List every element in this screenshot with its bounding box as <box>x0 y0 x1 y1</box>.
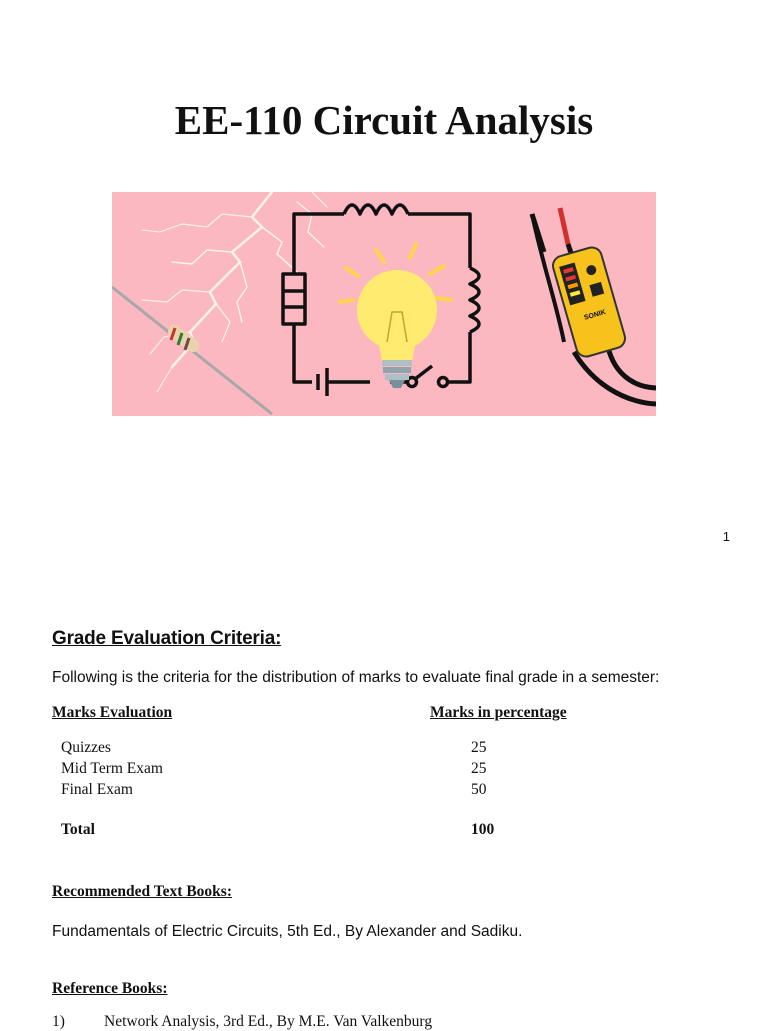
circuit-banner-image <box>112 192 656 416</box>
tester-brand-label: SONIK <box>583 308 607 322</box>
total-value: 100 <box>471 821 495 838</box>
marks-row-label: Quizzes <box>61 739 111 756</box>
page-number: 1 <box>722 529 730 544</box>
grade-criteria-intro: Following is the criteria for the distribution of marks to evaluate final grade in a semester: <box>52 669 660 686</box>
circuit-illustration <box>112 192 656 416</box>
marks-percentage-column-header: Marks in percentage <box>430 704 567 721</box>
voltage-tester-icon <box>532 208 656 404</box>
total-label: Total <box>61 821 95 838</box>
reference-number: 1) <box>52 1013 65 1030</box>
marks-row-label: Final Exam <box>61 781 133 798</box>
marks-evaluation-column-header: Marks Evaluation <box>52 704 173 721</box>
light-bulb-icon <box>340 244 451 388</box>
marks-row-value: 50 <box>471 781 487 798</box>
marks-row-label: Mid Term Exam <box>61 760 163 777</box>
reference-item <box>52 1013 432 1031</box>
grade-evaluation-heading: Grade Evaluation Criteria: <box>52 628 282 649</box>
text-book-entry: Fundamentals of Electric Circuits, 5th Ed., By Alexander and Sadiku. <box>52 923 523 940</box>
resistor-icon <box>112 287 272 414</box>
text-books-heading: Recommended Text Books: <box>52 883 232 900</box>
reference-books-heading: Reference Books: <box>52 980 168 997</box>
reference-text: Network Analysis, 3rd Ed., By M.E. Van Valkenburg <box>104 1013 433 1030</box>
marks-row-value: 25 <box>471 760 487 777</box>
marks-row-value: 25 <box>471 739 487 756</box>
document-title: EE-110 Circuit Analysis <box>174 97 594 143</box>
